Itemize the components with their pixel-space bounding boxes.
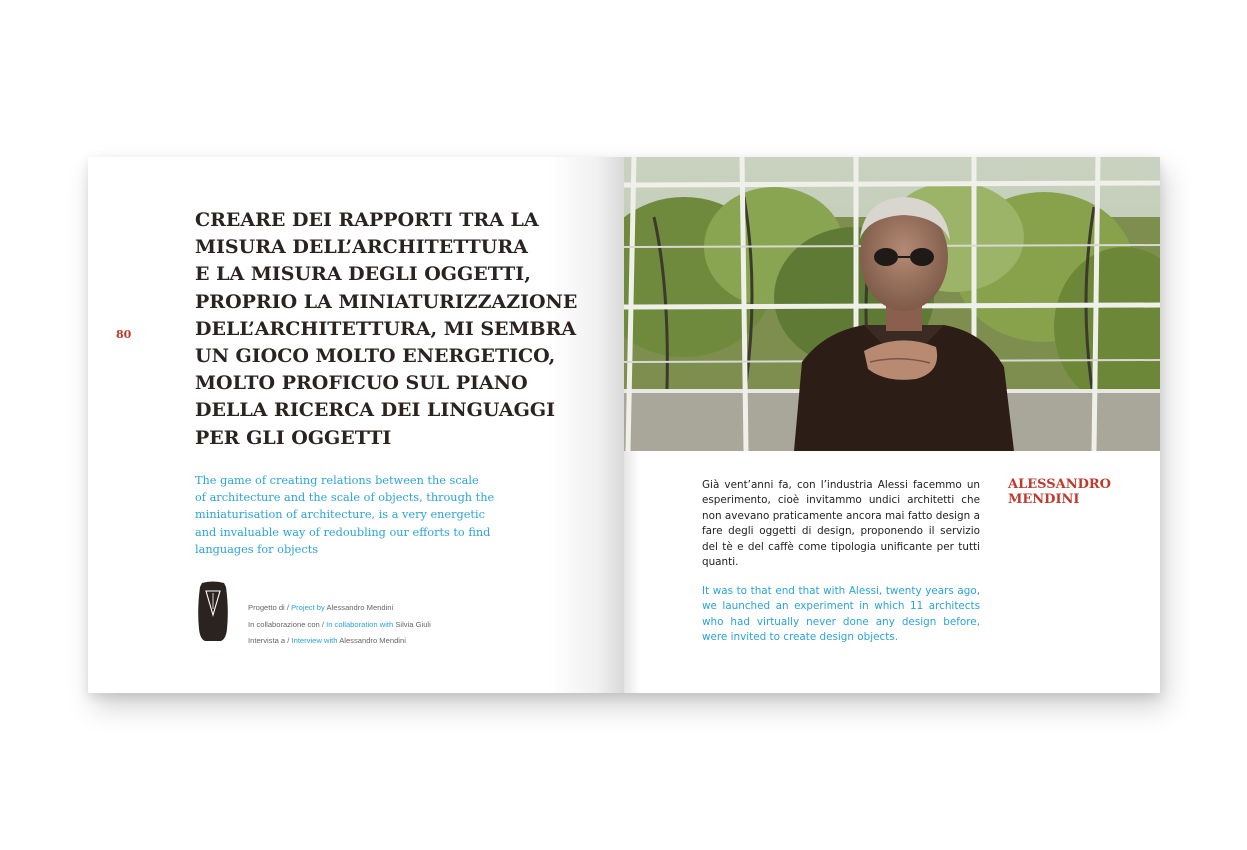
credit-label-en: In collaboration with — [326, 619, 394, 629]
body-text-italian: Già vent’anni fa, con l’industria Alessi facemmo un esperimento, cioè invitammo undici architetti che non avevano praticamente ancora mai fatto design a fare degli oggetti di design, proponendo il servizio del tè e del caffè come tipologia unificante per tutti quanti. — [702, 479, 980, 569]
author-line: MENDINI — [1008, 492, 1080, 507]
quote-en-line: of architecture and the scale of objects, through the — [195, 491, 495, 505]
quote-en-line: The game of creating relations between the scale — [195, 474, 479, 487]
quote-english — [195, 472, 535, 558]
credit-label-en: Interview with — [291, 636, 338, 645]
quote-en-line: miniaturisation of architecture, is a very energetic — [195, 508, 485, 522]
quote-it-line: UN GIOCO MOLTO ENERGETICO, — [195, 345, 556, 368]
credits — [248, 600, 431, 650]
credit-row — [248, 617, 431, 634]
page-number: 80 — [116, 328, 132, 341]
credit-row — [248, 633, 431, 650]
quote-it-line: PER GLI OGGETTI — [195, 426, 392, 449]
credit-row — [248, 600, 431, 617]
quote-it-line: CREARE DEI RAPPORTI TRA LA — [195, 209, 539, 231]
quote-en-line: languages for objects — [195, 542, 319, 556]
quote-it-line: E LA MISURA DEGLI OGGETTI, — [195, 263, 531, 286]
quote-it-line: DELL’ARCHITETTURA, MI SEMBRA — [195, 317, 577, 340]
quote-it-line: MOLTO PROFICUO SUL PIANO — [195, 372, 528, 395]
author-name — [1008, 477, 1111, 507]
credit-name: Silvia Giuli — [393, 619, 431, 629]
quote-en-line: and invaluable way of redoubling our efforts to find — [195, 525, 491, 539]
vase-icon — [196, 581, 230, 643]
body-text-english: It was to that end that with Alessi, twenty years ago, we launched an experiment in which 11 architects who had virtually never done any design before, were invited to create design objects. — [702, 585, 980, 644]
portrait-photo — [624, 157, 1160, 451]
right-page — [624, 157, 1160, 693]
credit-name: Alessandro Mendini — [324, 603, 394, 612]
quote-italian — [195, 207, 578, 452]
book-spread — [88, 157, 1160, 693]
quote-it-line: MISURA DELL’ARCHITETTURA — [195, 236, 528, 259]
left-page — [88, 157, 624, 693]
credit-label-en: Project by — [291, 603, 325, 612]
credit-name: Alessandro Mendini — [337, 636, 406, 645]
credit-label: Progetto di / — [248, 603, 292, 612]
quote-it-line: DELLA RICERCA DEI LINGUAGGI — [195, 399, 555, 422]
author-line: ALESSANDRO — [1008, 477, 1111, 492]
credit-label: In collaborazione con / — [248, 619, 327, 629]
quote-it-line: PROPRIO LA MINIATURIZZAZIONE — [195, 290, 578, 313]
credit-label: Intervista a / — [248, 636, 292, 645]
